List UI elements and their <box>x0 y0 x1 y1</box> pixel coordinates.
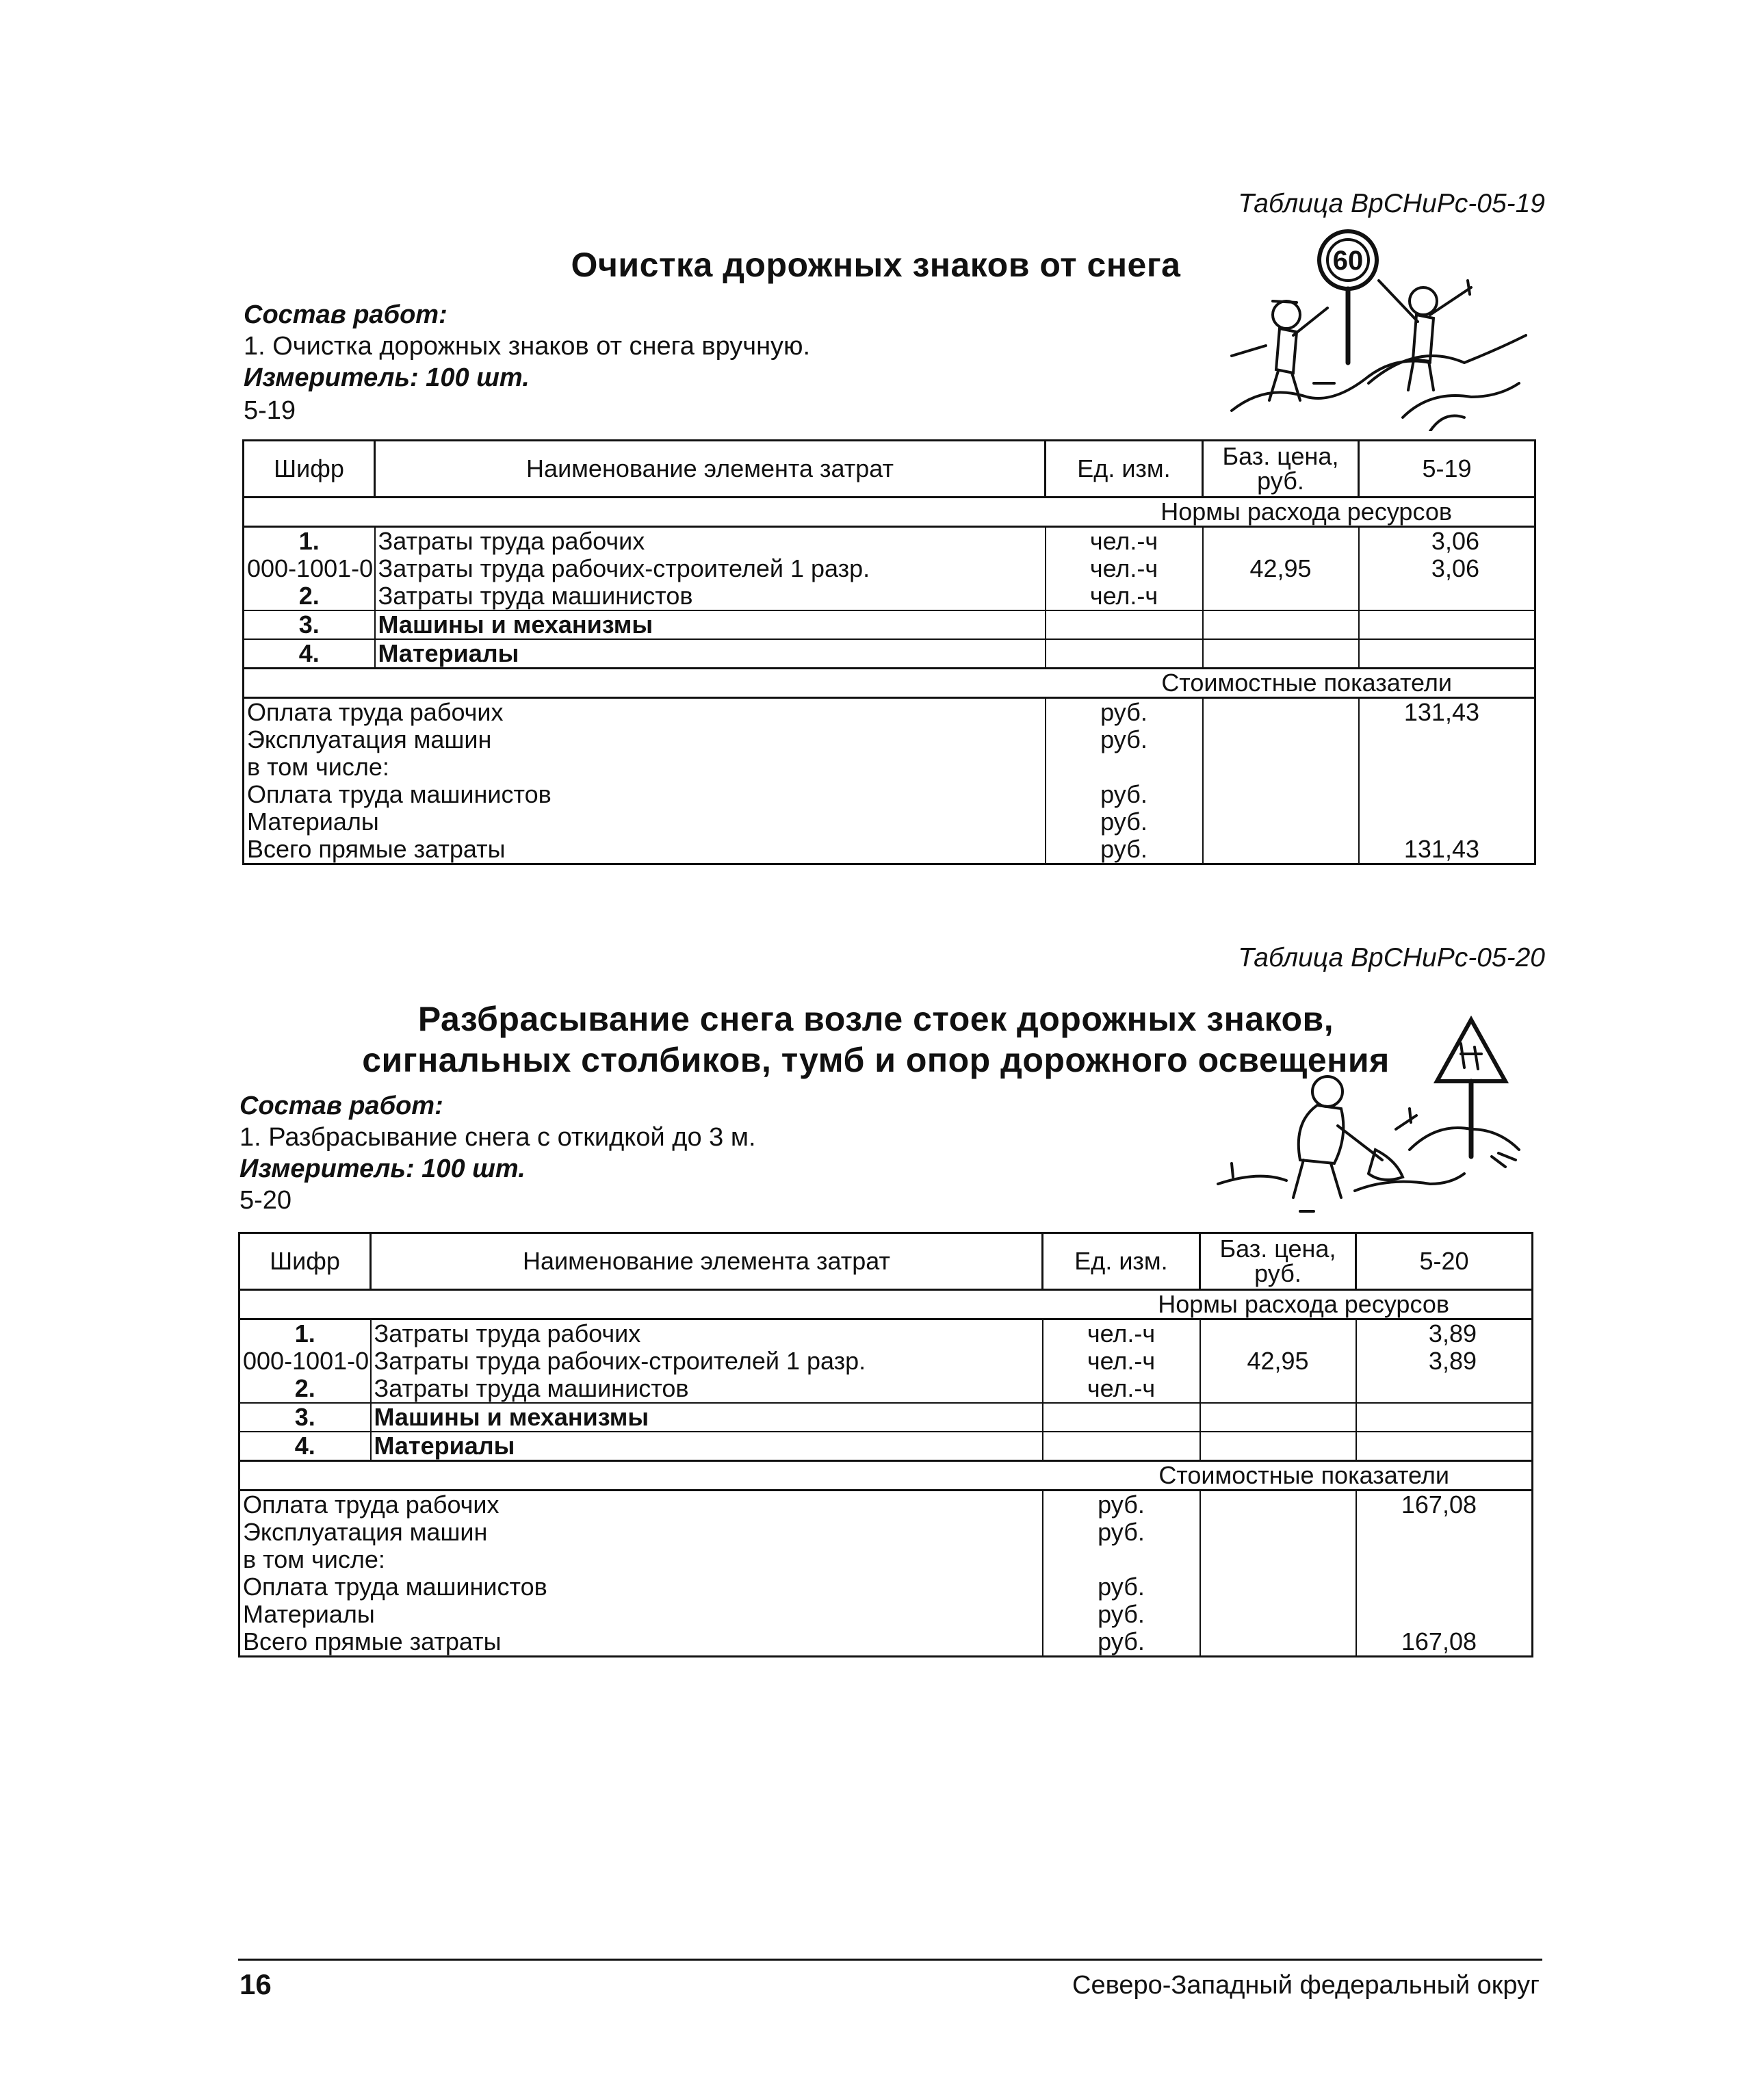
cost-unit: руб. <box>1043 1628 1200 1657</box>
row-price <box>1200 1375 1356 1403</box>
row-name: Машины и механизмы <box>375 610 1046 639</box>
cost-name: в том числе: <box>239 1546 1043 1573</box>
section-title: Разбрасывание снега возле стоек дорожных знаков, <box>417 1000 1334 1038</box>
cost-unit <box>1046 753 1203 781</box>
cost-name: Всего прямые затраты <box>244 836 1046 864</box>
cost-unit: руб. <box>1043 1519 1200 1546</box>
cost-row <box>244 781 1535 808</box>
cost-name: Оплата труда машинистов <box>244 781 1046 808</box>
row-price <box>1200 1403 1356 1432</box>
row-name: Материалы <box>375 639 1046 669</box>
cost-value <box>1359 726 1535 753</box>
row-unit: чел.-ч <box>1046 527 1203 556</box>
cost-row <box>244 836 1535 864</box>
row-code: 4. <box>244 639 375 669</box>
table-row <box>244 639 1535 669</box>
header-name: Наименование элемента затрат <box>375 441 1046 498</box>
cost-value <box>1359 753 1535 781</box>
page-number: 16 <box>239 1968 272 2000</box>
row-price: 42,95 <box>1200 1347 1356 1375</box>
row-unit <box>1043 1403 1200 1432</box>
cost-unit <box>1043 1546 1200 1573</box>
workers-clearing-speed-sign-illustration <box>1225 226 1540 431</box>
table-row <box>239 1319 1533 1348</box>
row-value <box>1359 639 1535 669</box>
cost-name: Оплата труда рабочих <box>239 1491 1043 1519</box>
cost-unit: руб. <box>1043 1491 1200 1519</box>
row-name: Затраты труда машинистов <box>371 1375 1043 1403</box>
row-value: 3,06 <box>1359 555 1535 582</box>
cost-value <box>1359 808 1535 836</box>
cost-name: Эксплуатация машин <box>244 726 1046 753</box>
table-label: Таблица ВрСНиРс-05-20 <box>1238 943 1545 972</box>
row-price <box>1203 527 1359 556</box>
cost-unit: руб. <box>1046 698 1203 727</box>
measure-label: Измеритель: 100 шт. <box>244 363 530 392</box>
cost-unit: руб. <box>1046 808 1203 836</box>
row-unit <box>1046 639 1203 669</box>
row-unit <box>1043 1432 1200 1461</box>
table-label: Таблица ВрСНиРс-05-19 <box>1238 189 1545 218</box>
row-value <box>1356 1432 1533 1461</box>
row-price <box>1203 610 1359 639</box>
cost-value: 131,43 <box>1359 698 1535 727</box>
cost-name: Оплата труда рабочих <box>244 698 1046 727</box>
cost-value <box>1359 781 1535 808</box>
footer-region: Северо-Западный федеральный округ <box>1072 1971 1540 2000</box>
header-code: Шифр <box>239 1233 371 1290</box>
row-code: 2. <box>244 582 375 610</box>
cost-name: Материалы <box>239 1601 1043 1628</box>
table-row <box>239 1432 1533 1461</box>
table-row <box>244 555 1535 582</box>
row-name: Материалы <box>371 1432 1043 1461</box>
row-price <box>1200 1319 1356 1348</box>
norms-header: Нормы расхода ресурсов <box>239 1290 1533 1319</box>
header-unit: Ед. изм. <box>1046 441 1203 498</box>
table-row <box>244 582 1535 610</box>
cost-row <box>239 1601 1533 1628</box>
row-unit: чел.-ч <box>1043 1375 1200 1403</box>
norms-header: Нормы расхода ресурсов <box>244 498 1535 527</box>
measure-label: Измеритель: 100 шт. <box>239 1154 526 1183</box>
composition-label: Состав работ: <box>244 300 448 329</box>
cost-unit: руб. <box>1046 781 1203 808</box>
composition-item: 1. Разбрасывание снега с откидкой до 3 м. <box>239 1123 756 1152</box>
row-code: 3. <box>239 1403 371 1432</box>
cost-row <box>239 1628 1533 1657</box>
header-price: Баз. цена, руб. <box>1203 441 1359 498</box>
cost-name: Оплата труда машинистов <box>239 1573 1043 1601</box>
speed-sign-text: 60 <box>1332 246 1364 276</box>
row-price <box>1203 639 1359 669</box>
row-name: Затраты труда рабочих <box>371 1319 1043 1348</box>
composition-item: 1. Очистка дорожных знаков от снега вручную. <box>244 332 811 361</box>
row-code: 3. <box>244 610 375 639</box>
cost-name: Всего прямые затраты <box>239 1628 1043 1657</box>
section-title-line2: сигнальных столбиков, тумб и опор дорожного освещения <box>362 1041 1390 1079</box>
cost-row <box>239 1546 1533 1573</box>
worker-shoveling-snow-illustration <box>1204 1013 1526 1218</box>
section-title: Очистка дорожных знаков от снега <box>571 246 1181 284</box>
table-row <box>244 610 1535 639</box>
table-row <box>244 527 1535 556</box>
composition-label: Состав работ: <box>239 1092 443 1120</box>
table-row <box>239 1375 1533 1403</box>
cost-row <box>239 1519 1533 1546</box>
row-value: 3,89 <box>1356 1319 1533 1348</box>
header-code: Шифр <box>244 441 375 498</box>
row-name: Затраты труда рабочих-строителей 1 разр. <box>375 555 1046 582</box>
cost-name: Эксплуатация машин <box>239 1519 1043 1546</box>
header-value: 5-19 <box>1359 441 1535 498</box>
cost-value: 167,08 <box>1356 1491 1533 1519</box>
row-unit: чел.-ч <box>1046 555 1203 582</box>
row-code: 4. <box>239 1432 371 1461</box>
cost-row <box>239 1491 1533 1519</box>
cost-unit: руб. <box>1046 836 1203 864</box>
row-unit: чел.-ч <box>1043 1347 1200 1375</box>
section-code: 5-19 <box>244 396 296 425</box>
cost-value: 131,43 <box>1359 836 1535 864</box>
cost-row <box>239 1573 1533 1601</box>
cost-table <box>238 1232 1533 1657</box>
row-price <box>1200 1432 1356 1461</box>
table-row <box>239 1347 1533 1375</box>
row-value: 3,89 <box>1356 1347 1533 1375</box>
cost-table <box>242 439 1536 865</box>
cost-unit: руб. <box>1043 1573 1200 1601</box>
row-code: 1. <box>244 527 375 556</box>
footer-rule <box>238 1959 1542 1961</box>
row-name: Затраты труда машинистов <box>375 582 1046 610</box>
row-name: Машины и механизмы <box>371 1403 1043 1432</box>
header-price: Баз. цена, руб. <box>1200 1233 1356 1290</box>
row-value <box>1356 1403 1533 1432</box>
cost-unit: руб. <box>1046 726 1203 753</box>
header-value: 5-20 <box>1356 1233 1533 1290</box>
row-value <box>1359 610 1535 639</box>
table-row <box>239 1403 1533 1432</box>
row-code: 2. <box>239 1375 371 1403</box>
cost-header: Стоимостные показатели <box>244 669 1535 698</box>
row-code: 000-1001-0 <box>239 1347 371 1375</box>
header-unit: Ед. изм. <box>1043 1233 1200 1290</box>
row-value <box>1359 582 1535 610</box>
row-code: 000-1001-0 <box>244 555 375 582</box>
row-code: 1. <box>239 1319 371 1348</box>
row-unit: чел.-ч <box>1043 1319 1200 1348</box>
row-name: Затраты труда рабочих <box>375 527 1046 556</box>
cost-value <box>1356 1546 1533 1573</box>
cost-value: 167,08 <box>1356 1628 1533 1657</box>
row-value: 3,06 <box>1359 527 1535 556</box>
row-price <box>1203 582 1359 610</box>
row-name: Затраты труда рабочих-строителей 1 разр. <box>371 1347 1043 1375</box>
section-code: 5-20 <box>239 1186 292 1215</box>
cost-row <box>244 808 1535 836</box>
row-price: 42,95 <box>1203 555 1359 582</box>
cost-value <box>1356 1601 1533 1628</box>
cost-name: Материалы <box>244 808 1046 836</box>
row-value <box>1356 1375 1533 1403</box>
cost-name: в том числе: <box>244 753 1046 781</box>
cost-value <box>1356 1573 1533 1601</box>
cost-row <box>244 698 1535 727</box>
row-unit <box>1046 610 1203 639</box>
cost-unit: руб. <box>1043 1601 1200 1628</box>
cost-row <box>244 753 1535 781</box>
cost-header: Стоимостные показатели <box>239 1461 1533 1491</box>
header-name: Наименование элемента затрат <box>371 1233 1043 1290</box>
cost-row <box>244 726 1535 753</box>
cost-value <box>1356 1519 1533 1546</box>
row-unit: чел.-ч <box>1046 582 1203 610</box>
